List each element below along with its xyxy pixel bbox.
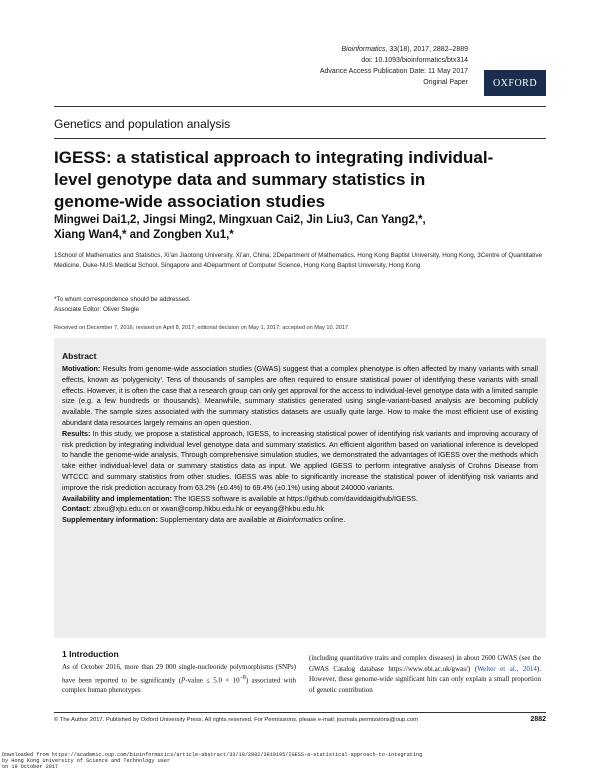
page-number: 2882 <box>530 716 546 723</box>
abstract-body <box>62 364 538 526</box>
citation-link[interactable]: Welter et al., 2014 <box>477 664 537 673</box>
download-line-2: by Hong Kong University of Science and Technology user <box>2 758 171 765</box>
intro-column-left <box>62 662 296 696</box>
contact-emails[interactable]: zbxu@xjtu.edu.cn or xwan@comp.hkbu.edu.hk or eeyang@hkbu.edu.hk <box>91 504 325 514</box>
intro-text-c: ) associated with complex human phenotypes <box>62 675 297 695</box>
results-label: Results: <box>62 428 91 438</box>
intro-text-a: As of October 2016, more than 29 000 single-nucleotide polymorphisms (SNPs) have been reported to be significantly ( <box>62 663 296 684</box>
intro-text-b: -value ≤ 5.0 × 10 <box>185 675 240 684</box>
copyright-notice: © The Author 2017. Published by Oxford University Press. All rights reserved. For Permissions, please e-mail: journals.permissions@oup.com <box>54 717 418 723</box>
p-symbol: P <box>181 675 186 684</box>
exponent: −8 <box>239 674 246 681</box>
article-type: Original Paper <box>423 79 468 86</box>
author-list <box>54 213 514 243</box>
motivation-label: Motivation: <box>62 364 101 373</box>
author-line-2: Xiang Wan4,* and Zongben Xu1,* <box>54 229 234 241</box>
contact-label: Contact: <box>62 504 92 514</box>
supplementary-suffix: online. <box>322 515 346 525</box>
motivation-text: Results from genome-wide association studies (GWAS) suggest that a complex phenotype is often affected by many variants with small effects, known as ‘polygenicity’. Tens of thousands of samples are often required to ensure statistical power of identifying these variants with small effects. However, it is often the case that a research group can only get approval for the access to individual-level genotype data with a limited sample size (e.g. a few hundreds or thousands). Meanwhile, summary statistics generated using single-variant-based analysis are becoming publicly available. The sample sizes associated with the summary statistics datasets are usually quite large. How to make the most efficient use of existing abundant data resources largely remains an open question. <box>62 364 538 427</box>
abstract-contact <box>62 504 538 515</box>
supplementary-text: Supplementary data are available at <box>157 515 277 525</box>
citation: , 33(18), 2017, 2882–2889 <box>385 46 468 53</box>
section-label: Genetics and population analysis <box>54 117 231 131</box>
affiliations: 1School of Mathematics and Statistics, Xi'an Jiaotong University, Xi'an, China, 2Department of Mathematics, Hong Kong Baptist University, Hong Kong, 3Centre of Quantitative Medicine, Duke-NUS Medical School, Singapore and 4Department of Computer Science, Hong Kong Baptist University, Hong Kong <box>54 252 542 269</box>
intro-right-b: ). However, these genome-wide significant hits can only explain a small proportion of genetic contribution <box>309 664 541 694</box>
author-notes <box>54 295 544 315</box>
introduction-heading: 1 Introduction <box>62 649 119 659</box>
header-rule <box>54 106 546 107</box>
corresponding-note: *To whom correspondence should be addressed. <box>54 296 191 303</box>
section-rule <box>54 138 546 139</box>
journal-name: Bioinformatics <box>341 46 386 53</box>
doi[interactable]: doi: 10.1093/bioinformatics/btx314 <box>361 57 468 64</box>
abstract-results <box>62 429 538 494</box>
availability-label: Availability and implementation: <box>62 493 172 503</box>
advance-access-date: Advance Access Publication Date: 11 May 2017 <box>319 68 468 75</box>
intro-column-right <box>309 653 541 695</box>
oxford-logo: OXFORD <box>484 70 546 96</box>
results-text: In this study, we propose a statistical approach, IGESS, to increasing statistical power of identifying risk variants and improving accuracy of risk prediction by integrating individual level genotype data and summary statistics. An efficient algorithm based on variational inference is developed to handle the genome-wide analysis. Through comprehensive simulation studies, we demonstrated the advantages of IGESS over the methods which take either individual-level data or summary statistics data as input. We applied IGESS to perform integrative analysis of Crohns Disease from WTCCC and summary statistics from other studies. IGESS was able to significantly increase the statistical power of identifying risk variants and improve the risk prediction accuracy from 63.2% (±0.4%) to 69.4% (±0.1%) using about 240000 variants. <box>62 428 538 492</box>
abstract-heading: Abstract <box>62 351 97 361</box>
author-line-1: Mingwei Dai1,2, Jingsi Ming2, Mingxuan Cai2, Jin Liu3, Can Yang2,*, <box>54 214 426 226</box>
intro-right-a: (including quantitative traits and complex diseases) in about 2600 GWAS (see the GWAS Catalog database https://www.ebi.ac.uk/gwas/) ( <box>309 654 541 673</box>
abstract-supplementary <box>62 515 538 526</box>
download-line-1: Downloaded from https://academic.oup.com/bioinformatics/article-abstract/33/18/2882/3819195/IGESS-a-statistical-approach-to-integrating <box>2 752 423 758</box>
footer-rule <box>54 712 546 713</box>
supplementary-label: Supplementary information: <box>62 515 158 525</box>
abstract-availability <box>62 494 538 505</box>
publication-dates: Received on December 7, 2016; revised on April 8, 2017; editorial decision on May 1, 2017; accepted on May 10, 2017 <box>54 325 349 331</box>
download-watermark <box>2 752 452 771</box>
availability-text[interactable]: The IGESS software is available at https://github.com/daviddaigithub/IGESS. <box>171 493 418 503</box>
associate-editor: Associate Editor: Oliver Stegle <box>54 306 140 313</box>
paper-title: IGESS: a statistical approach to integrating individual-level genotype data and summary statistics in genome-wide association studies <box>54 148 494 211</box>
abstract-motivation <box>62 364 538 429</box>
supplementary-journal: Bioinformatics <box>276 515 323 525</box>
journal-header <box>320 44 468 88</box>
download-line-3: on 19 October 2017 <box>2 764 59 771</box>
